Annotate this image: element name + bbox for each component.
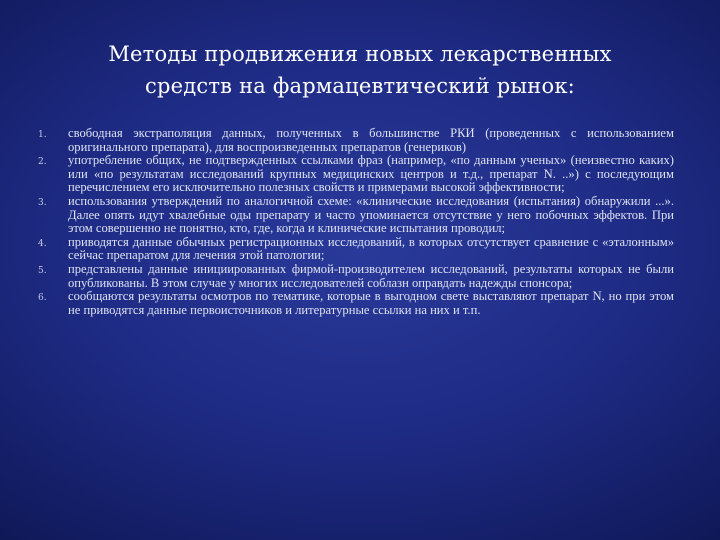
list-item bbox=[38, 236, 674, 263]
list-item-number: 2. bbox=[38, 157, 47, 168]
numbered-list bbox=[38, 127, 674, 317]
list-item bbox=[38, 290, 674, 317]
slide-title-line-1: Методы продвижения новых лекарственных bbox=[108, 42, 612, 66]
list-item-number: 6. bbox=[38, 293, 47, 304]
list-item-text: использования утверждений по аналогичной схеме: «клинические исследования (испытания) обнаружили ...». Далее опять идут хвалебные оды препарату и часто упоминается отсутствие у него побочных эффектов. При этом совершенно не понятно, кто, где, когда и клинические испытания проводил; bbox=[68, 193, 674, 236]
slide-title bbox=[40, 38, 680, 102]
list-item-text: представлены данные инициированных фирмой-производителем исследований, результаты которых не были опубликованы. В этом случае у многих исследователей соблазн оправдать надежды спонсора; bbox=[68, 261, 674, 290]
list-item-text: сообщаются результаты осмотров по тематике, которые в выгодном свете выставляют препарат N, но при этом не приводятся данные первоисточников и литературные ссылки на них и т.п. bbox=[68, 289, 674, 317]
slide-title-line-2: средств на фармацевтический рынок: bbox=[145, 74, 575, 98]
list-item bbox=[38, 127, 674, 154]
list-item-text: приводятся данные обычных регистрационных исследований, в которых отсутствует сравнение с «эталонным» сейчас препаратом для лечения этой патологии; bbox=[68, 234, 674, 263]
list-item bbox=[38, 195, 674, 236]
list-item-number: 1. bbox=[38, 130, 47, 140]
list-item bbox=[38, 154, 674, 195]
list-item-text: употребление общих, не подтвержденных ссылками фраз (например, «по данным ученых» (неизвестно каких) или «по результатам исследований крупных медицинских центров и т.д., препарат N. ..») с последующим перечислением его исключительно полезных свойств и примерами высокой эффективности; bbox=[68, 153, 674, 195]
list-item-number: 5. bbox=[38, 265, 47, 276]
list-item bbox=[38, 263, 674, 290]
list-item-number: 3. bbox=[38, 197, 47, 208]
list-item-number: 4. bbox=[38, 238, 47, 249]
list-item-text: свободная экстраполяция данных, полученных в большинстве РКИ (проведенных с использованием оригинального препарата), для воспроизведенных препаратов (генериков) bbox=[68, 126, 674, 154]
